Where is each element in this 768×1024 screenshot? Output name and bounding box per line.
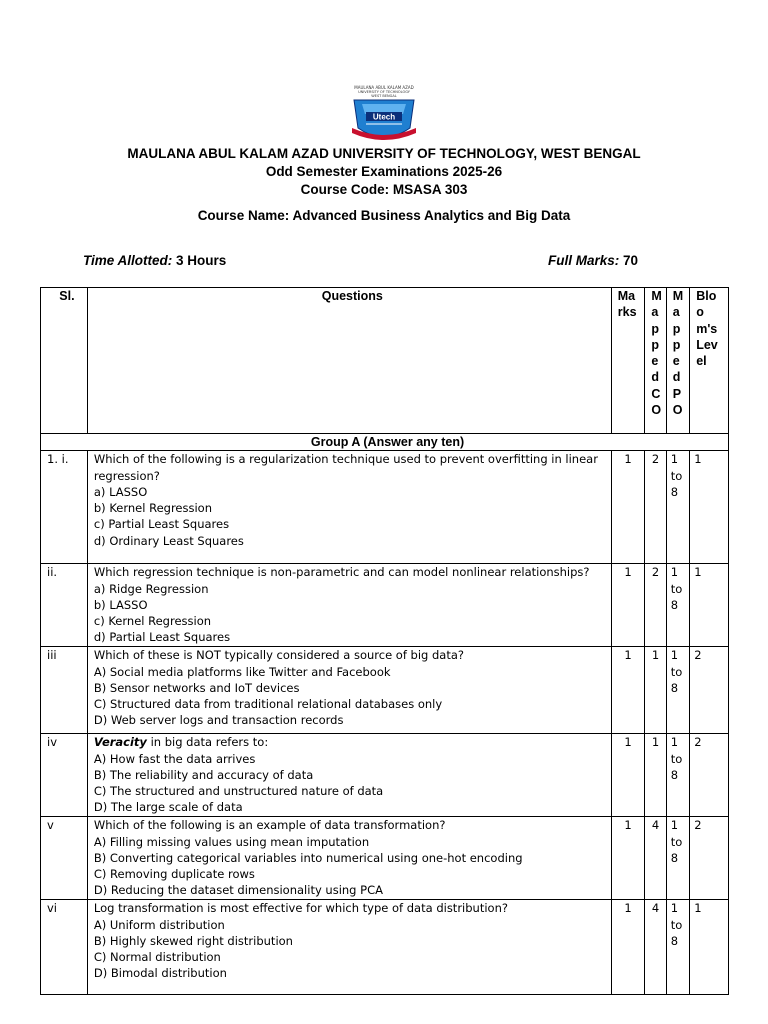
blooms-level: 1	[690, 564, 729, 647]
answer-option: c) Kernel Regression	[93, 614, 212, 629]
answer-option: b) Kernel Regression	[93, 501, 213, 516]
marks-label: Full Marks:	[548, 253, 620, 268]
blooms-level: 2	[690, 647, 729, 734]
course-name: Course Name: Advanced Business Analytics and Big Data	[197, 208, 571, 223]
question-number: vi	[41, 900, 88, 995]
mapped-co: 1	[645, 647, 666, 734]
mapped-po: 1 to 8	[666, 564, 689, 647]
question-number: 1. i.	[41, 451, 88, 564]
mapped-co: 4	[645, 900, 666, 995]
question-number: ii.	[41, 564, 88, 647]
question-text	[87, 734, 611, 817]
time-allotted	[83, 253, 226, 268]
mapped-co: 2	[645, 451, 666, 564]
university-logo	[344, 84, 424, 148]
question-number: iv	[41, 734, 88, 817]
table-row	[41, 817, 729, 900]
mapped-po: 1 to 8	[666, 451, 689, 564]
question-text	[87, 817, 611, 900]
blooms-level: 1	[690, 900, 729, 995]
question-stem: Which of the following is a regularization technique used to prevent overfitting in linear regression?	[93, 452, 602, 483]
blooms-level: 2	[690, 734, 729, 817]
question-number: iii	[41, 647, 88, 734]
answer-option: a) Ridge Regression	[93, 581, 209, 596]
answer-option: C) Normal distribution	[93, 950, 221, 965]
mapped-co: 1	[645, 734, 666, 817]
answer-option: B) Sensor networks and IoT devices	[93, 680, 300, 695]
mapped-po: 1 to 8	[666, 734, 689, 817]
question-marks: 1	[611, 564, 645, 647]
col-sl-header: Sl.	[41, 288, 88, 434]
question-text	[87, 564, 611, 647]
question-rows	[41, 451, 729, 995]
answer-option: c) Partial Least Squares	[93, 517, 230, 532]
emphasized-term: Veracity	[93, 735, 147, 750]
question-stem: Veracity in big data refers to:	[93, 735, 269, 750]
mapped-po: 1 to 8	[666, 817, 689, 900]
full-marks	[548, 253, 638, 268]
question-marks: 1	[611, 734, 645, 817]
question-text	[87, 647, 611, 734]
blooms-level: 1	[690, 451, 729, 564]
answer-option: A) Uniform distribution	[93, 917, 225, 932]
marks-value: 70	[619, 253, 639, 268]
question-stem: Which regression technique is non-parametric and can model nonlinear relationships?	[93, 565, 590, 580]
answer-option: C) The structured and unstructured nature of data	[93, 784, 384, 799]
answer-option: C) Structured data from traditional relational databases only	[93, 697, 443, 712]
answer-option: B) The reliability and accuracy of data	[93, 767, 314, 782]
table-row	[41, 734, 729, 817]
time-label: Time Allotted:	[83, 253, 173, 268]
blooms-level: 2	[690, 817, 729, 900]
answer-option: D) Bimodal distribution	[93, 966, 227, 981]
question-marks: 1	[611, 817, 645, 900]
answer-option: A) Filling missing values using mean imputation	[93, 834, 370, 849]
question-marks: 1	[611, 451, 645, 564]
answer-option: a) LASSO	[93, 484, 148, 499]
table-row	[41, 647, 729, 734]
answer-option: A) How fast the data arrives	[93, 751, 256, 766]
table-header-row	[41, 288, 729, 434]
answer-option: D) Web server logs and transaction records	[93, 713, 344, 728]
course-code: Course Code: MSASA 303	[300, 182, 468, 197]
question-stem: Which of these is NOT typically considered a source of big data?	[93, 648, 464, 663]
svg-text:MAULANA ABUL KALAM AZAD: MAULANA ABUL KALAM AZAD	[354, 85, 414, 90]
col-co-header: Mapped CO	[645, 288, 666, 434]
answer-option: C) Removing duplicate rows	[93, 867, 255, 882]
exam-title: Odd Semester Examinations 2025-26	[265, 164, 503, 179]
mapped-co: 4	[645, 817, 666, 900]
mapped-po: 1 to 8	[666, 900, 689, 995]
answer-option: A) Social media platforms like Twitter and Facebook	[93, 664, 391, 679]
svg-text:Utech: Utech	[372, 112, 396, 122]
table-row	[41, 564, 729, 647]
question-text	[87, 451, 611, 564]
utech-emblem-icon	[344, 84, 424, 148]
question-marks: 1	[611, 900, 645, 995]
col-po-header: Mapped PO	[666, 288, 689, 434]
answer-option: D) The large scale of data	[93, 800, 243, 815]
col-questions-header: Questions	[87, 288, 611, 434]
group-a-title: Group A (Answer any ten)	[41, 434, 729, 451]
col-blooms-header: Bloom's Level	[690, 288, 729, 434]
mapped-po: 1 to 8	[666, 647, 689, 734]
time-value: 3 Hours	[172, 253, 227, 268]
table-row	[41, 451, 729, 564]
question-stem: Which of the following is an example of data transformation?	[93, 818, 446, 833]
mapped-co: 2	[645, 564, 666, 647]
col-marks-header: Marks	[611, 288, 645, 434]
answer-option: B) Converting categorical variables into numerical using one-hot encoding	[93, 850, 523, 865]
answer-option: b) LASSO	[93, 597, 148, 612]
question-number: v	[41, 817, 88, 900]
svg-text:UNIVERSITY OF TECHNOLOGY: UNIVERSITY OF TECHNOLOGY	[358, 90, 410, 94]
answer-option: d) Partial Least Squares	[93, 630, 231, 645]
question-marks: 1	[611, 647, 645, 734]
group-a-row	[41, 434, 729, 451]
svg-text:WEST BENGAL: WEST BENGAL	[371, 94, 397, 98]
answer-option: D) Reducing the dataset dimensionality using PCA	[93, 883, 383, 898]
university-name: MAULANA ABUL KALAM AZAD UNIVERSITY OF TECHNOLOGY, WEST BENGAL	[127, 146, 641, 161]
answer-option: d) Ordinary Least Squares	[93, 533, 244, 548]
question-stem: Log transformation is most effective for which type of data distribution?	[93, 901, 508, 916]
question-text	[87, 900, 611, 995]
answer-option: B) Highly skewed right distribution	[93, 933, 293, 948]
table-row	[41, 900, 729, 995]
questions-table	[40, 287, 729, 995]
